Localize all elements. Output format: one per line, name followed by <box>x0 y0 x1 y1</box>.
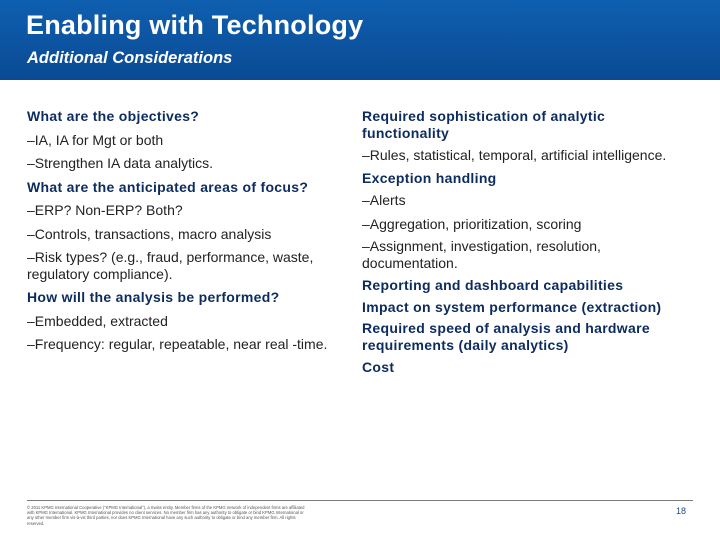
question-heading: Cost <box>362 359 395 375</box>
question-heading: Impact on system performance (extraction) <box>362 298 662 315</box>
answer-bullet: –Risk types? (e.g., fraud, performance, waste, regulatory compliance). <box>27 249 314 282</box>
answer-bullet: –Controls, transactions, macro analysis <box>27 225 272 242</box>
question-heading: Required sophistication of analytic functionality <box>362 108 606 141</box>
answer-bullet: –Assignment, investigation, resolution, documentation. <box>362 238 601 271</box>
answer-bullet: –Embedded, extracted <box>27 312 168 329</box>
question-heading: How will the analysis be performed? <box>27 289 280 305</box>
question-heading: Required speed of analysis and hardware requirements (daily analytics) <box>362 320 650 353</box>
question-heading: Exception handling <box>362 169 497 186</box>
answer-bullet: –Aggregation, prioritization, scoring <box>362 215 582 232</box>
page-number: 18 <box>676 506 687 516</box>
question-heading: What are the anticipated areas of focus? <box>27 178 309 195</box>
slide-title: Enabling with Technology <box>26 10 364 40</box>
answer-bullet: –IA, IA for Mgt or both <box>27 131 164 148</box>
answer-bullet: –Alerts <box>362 192 406 208</box>
answer-bullet: –Rules, statistical, temporal, artificial intelligence. <box>362 147 667 163</box>
answer-bullet: –Strengthen IA data analytics. <box>27 155 214 171</box>
title-banner <box>0 0 720 80</box>
slide-subtitle: Additional Considerations <box>27 49 233 67</box>
answer-bullet: –ERP? Non-ERP? Both? <box>27 202 183 218</box>
right-column <box>362 108 692 376</box>
footer-divider <box>27 500 693 501</box>
question-heading: What are the objectives? <box>27 108 200 124</box>
footer-legal-text: © 2011 KPMG International Cooperative (“KPMG International”), a Swiss entity. Member firms of the KPMG network of independent firms are affiliated with KPMG International. KPMG International provides no client services. No member firm has any authority to obligate or bind KPMG International or any other member firm vis-à-vis third parties, nor does KPMG International have any such authority to obligate or bind any member firm. All rights reserved. <box>27 505 305 526</box>
answer-bullet: –Frequency: regular, repeatable, near real -time. <box>27 336 328 352</box>
left-column <box>27 108 337 353</box>
question-heading: Reporting and dashboard capabilities <box>362 277 624 293</box>
